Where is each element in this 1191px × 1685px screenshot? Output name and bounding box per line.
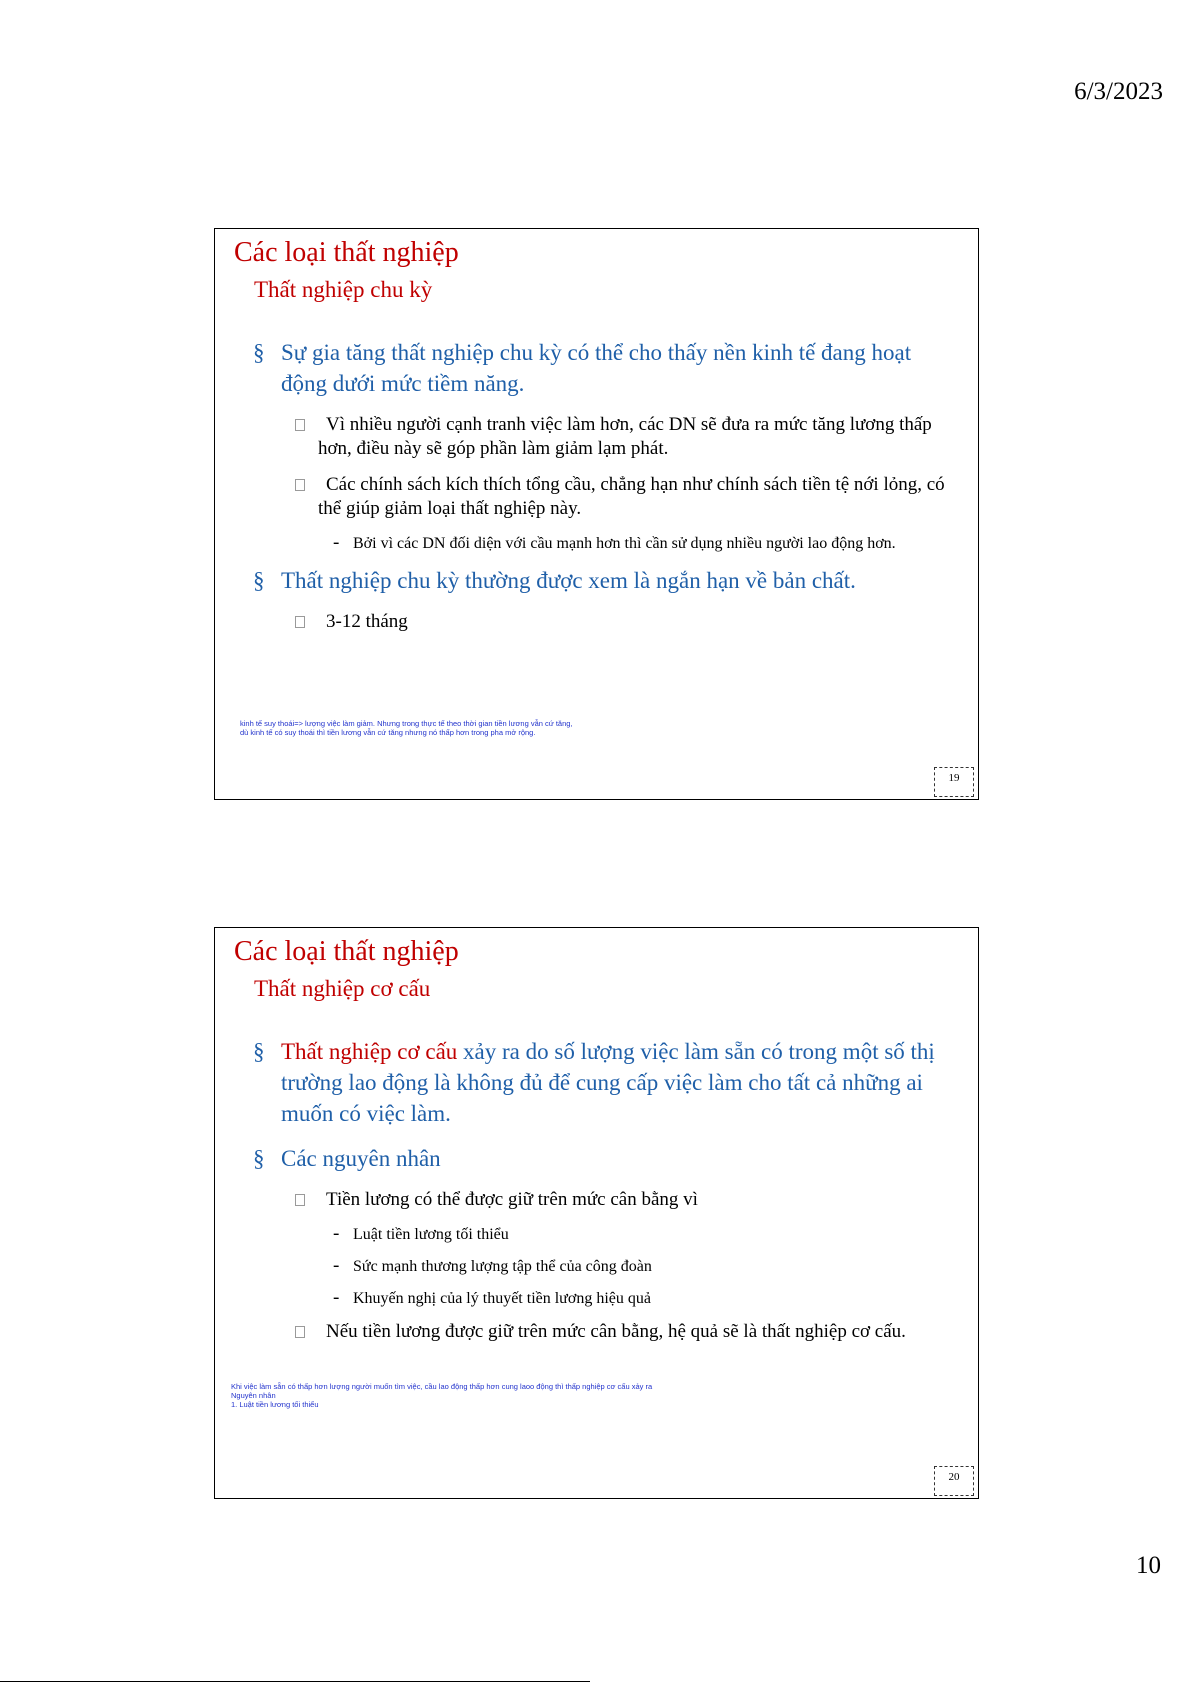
checkbox-bullet-icon [295,419,305,431]
slide-number: 20 [934,1466,974,1496]
speaker-note [231,1382,652,1409]
bullet-text: Sự gia tăng thất nghiệp chu kỳ có thể cho thấy nền kinh tế đang hoạt động dưới mức tiềm năng. [281,340,912,396]
slide-title: Các loại thất nghiệp [234,237,459,268]
speaker-note [240,719,573,737]
slide-content [253,1036,958,1356]
sub-point-text: Nếu tiền lương được giữ trên mức cân bằng, hệ quả sẽ là thất nghiệp cơ cấu. [326,1321,906,1342]
page-number: 10 [1136,1552,1161,1579]
bullet-point [253,1143,958,1174]
sub-point [253,1320,958,1344]
footer-divider [0,1681,590,1682]
checkbox-bullet-icon [295,479,305,491]
note-line: 1. Luật tiền lương tối thiểu [231,1400,319,1409]
bullet-point [253,565,958,596]
slide-20 [214,927,979,1499]
bullet-text-highlight: Thất nghiệp cơ cấu [281,1039,458,1064]
section-bullet-icon: § [253,1146,265,1171]
dash-point [253,1224,958,1246]
dash-point [253,1256,958,1278]
dash-bullet-icon: - [333,532,340,553]
section-bullet-icon: § [253,568,265,593]
sub-point [253,413,958,461]
bullet-text: xảy ra do số lượng việc làm sẵn có trong một số thị trường lao động là không đủ để cung cấp việc làm cho tất cả những ai muốn có việc làm. [281,1039,935,1126]
dash-point-text: Khuyến nghị của lý thuyết tiền lương hiệu quả [353,1290,651,1307]
dash-bullet-icon: - [333,1223,340,1244]
bullet-point [253,1036,958,1129]
bullet-text: Thất nghiệp chu kỳ thường được xem là ngắn hạn về bản chất. [281,568,856,593]
sub-point-text: Các chính sách kích thích tổng cầu, chẳng hạn như chính sách tiền tệ nới lỏng, có thể giúp giảm loại thất nghiệp này. [318,474,945,519]
sub-point [253,610,958,634]
page-date: 6/3/2023 [1074,78,1163,105]
bullet-text: Các nguyên nhân [281,1146,441,1171]
dash-bullet-icon: - [333,1287,340,1308]
bullet-point [253,337,958,399]
note-line: Khi việc làm sẵn có thấp hơn lượng người muốn tìm việc, cầu lao động thấp hơn cung laoo động thì thấp nghiệp cơ cấu xảy ra [231,1382,653,1391]
dash-bullet-icon: - [333,1255,340,1276]
note-line: Nguyên nhân [231,1391,276,1400]
checkbox-bullet-icon [295,1326,305,1338]
dash-point-text: Bởi vì các DN đối diện với cầu mạnh hơn thì cần sử dụng nhiều người lao động hơn. [353,535,896,552]
sub-point-text: Tiền lương có thể được giữ trên mức cân bằng vì [326,1189,698,1210]
dash-point [253,533,958,555]
sub-point-text: 3-12 tháng [326,611,408,632]
slide-subtitle: Thất nghiệp chu kỳ [254,277,433,302]
slide-19 [214,228,979,800]
dash-point [253,1288,958,1310]
sub-point [253,1188,958,1212]
slide-content [253,337,958,646]
note-line: dù kinh tế có suy thoái thì tiền lương vẫn cứ tăng nhưng nó thấp hơn trong pha mở rộng. [240,728,536,737]
sub-point [253,473,958,521]
checkbox-bullet-icon [295,616,305,628]
sub-point-text: Vì nhiều người cạnh tranh việc làm hơn, các DN sẽ đưa ra mức tăng lương thấp hơn, điều này sẽ góp phần làm giảm lạm phát. [318,414,932,459]
slide-subtitle: Thất nghiệp cơ cấu [254,976,431,1001]
checkbox-bullet-icon [295,1194,305,1206]
slide-number: 19 [934,767,974,797]
note-line: kinh tế suy thoái=> lượng việc làm giảm. Nhưng trong thực tế theo thời gian tiền lương vẫn cứ tăng, [240,719,573,728]
dash-point-text: Sức mạnh thương lượng tập thể của công đoàn [353,1258,652,1275]
section-bullet-icon: § [253,1039,265,1064]
slide-title: Các loại thất nghiệp [234,936,459,967]
section-bullet-icon: § [253,340,265,365]
dash-point-text: Luật tiền lương tối thiểu [353,1226,509,1243]
